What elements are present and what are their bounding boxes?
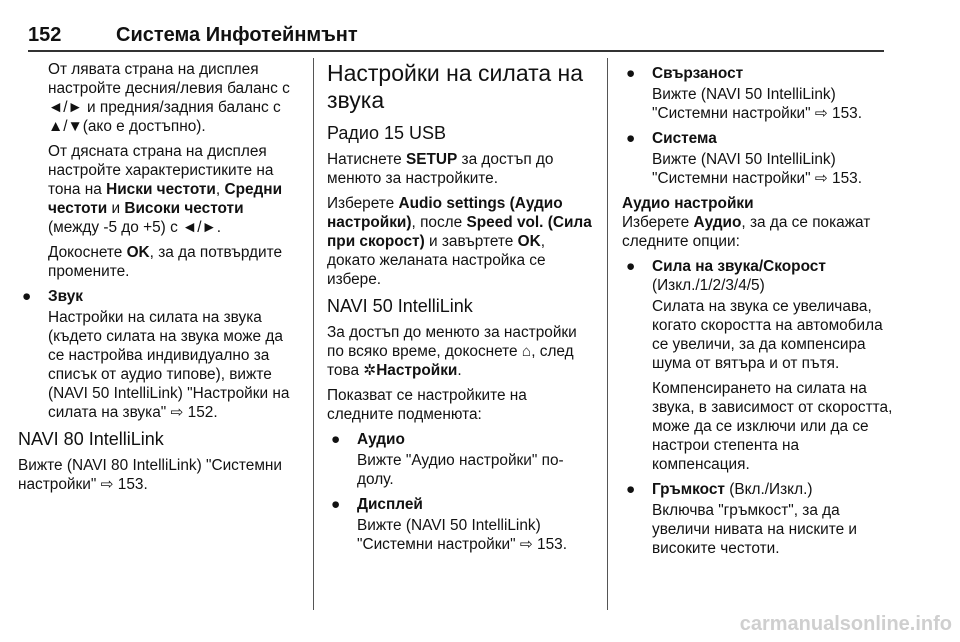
ok-label: OK: [517, 233, 541, 250]
loudness-description: Включва "гръмкост", за да увеличи нивата на ниските и високите честоти.: [652, 502, 858, 557]
text: , за да потвърдите промените.: [48, 244, 283, 280]
text: За достъп до менюто за настройки по всяко време, докоснете: [327, 324, 577, 360]
speed-description-2: Компенсирането на силата на звука, в зависимост от скоростта, може да се изключи или да се настрои степента на компенсация.: [652, 380, 893, 473]
bullet-options: (Вкл./Изкл.): [724, 481, 813, 498]
section-title: Настройки на силата на звука: [327, 60, 584, 113]
setup-label: SETUP: [405, 151, 458, 168]
bullet-label: Свързаност: [652, 65, 744, 82]
ok-label: OK: [126, 244, 150, 261]
navi80-text: Вижте (NAVI 80 IntelliLink) "Системни настройки" ⇨ 153.: [18, 457, 282, 493]
text: и завъртете: [424, 233, 518, 250]
mid-label: Средни честоти: [48, 181, 283, 217]
text: Изберете: [327, 195, 399, 212]
text: Натиснете: [327, 151, 406, 168]
column-divider-1: [313, 58, 314, 610]
audio-settings-heading: Аудио настройки: [622, 195, 754, 212]
audio-settings-label: Audio settings (Аудио настройки): [327, 195, 563, 231]
bullet-options: (Изкл./1/2/3/4/5): [652, 277, 765, 294]
bullet-label: Звук: [48, 288, 83, 305]
header-divider: [28, 50, 884, 52]
bullet-loudness: [622, 480, 897, 499]
bullet-dot: ●: [331, 496, 341, 513]
radio-heading: Радио 15 USB: [327, 123, 447, 143]
bullet-dot: ●: [626, 130, 636, 147]
text: , после: [411, 214, 467, 231]
bullet-label: Система: [652, 130, 717, 147]
bass-label: Ниски честоти: [106, 181, 216, 198]
bullet-display: [327, 495, 597, 514]
navi80-heading: NAVI 80 IntelliLink: [18, 429, 164, 449]
bullet-sound: [18, 287, 298, 306]
bullet-audio: [327, 430, 597, 449]
treble-label: Високи честоти: [124, 200, 244, 217]
tone-paragraph: [48, 142, 298, 237]
page-number: 152: [28, 24, 62, 46]
text: От дясната страна на дисплея настройте характеристиките на тона на: [48, 143, 274, 198]
text: Докоснете: [48, 244, 127, 261]
page-header: [28, 24, 884, 52]
text: (между -5 до +5) с ◄/►.: [48, 219, 222, 236]
text: за достъп до менюто за настройките.: [327, 151, 554, 187]
confirm-paragraph: [48, 243, 298, 281]
text: ,: [215, 181, 225, 198]
audio-label: Аудио: [693, 214, 742, 231]
text: Изберете: [622, 214, 694, 231]
text: .: [457, 362, 462, 379]
audio-description: Вижте "Аудио настройки" по-долу.: [357, 452, 564, 488]
bullet-dot: ●: [626, 65, 636, 82]
bullet-connectivity: [622, 64, 897, 83]
column-divider-2: [607, 58, 608, 610]
bullet-label: Сила на звука/Скорост: [652, 258, 826, 275]
text: , след това: [327, 343, 574, 379]
text: и: [107, 200, 125, 217]
bullet-dot: ●: [331, 431, 341, 448]
settings-label: Настройки: [376, 362, 458, 379]
text: , докато желаната настройка се избере.: [327, 233, 546, 288]
gear-icon: ✲: [363, 362, 377, 379]
bullet-label: Дисплей: [357, 496, 423, 513]
navi50-heading: NAVI 50 IntelliLink: [327, 296, 473, 316]
bullet-dot: ●: [626, 481, 636, 498]
speed-vol-label: Speed vol. (Сила при скорост): [327, 214, 592, 250]
bullet-dot: ●: [22, 288, 32, 305]
speed-description-1: Силата на звука се увеличава, когато скоростта на автомобила се увеличи, за да компенсира шума от вятъра и от пътя.: [652, 298, 883, 372]
display-description: Вижте (NAVI 50 IntelliLink) "Системни настройки" ⇨ 153.: [357, 517, 567, 553]
submenus-paragraph: Показват се настройките на следните подменюта:: [327, 387, 527, 423]
column-right: [622, 60, 897, 564]
bullet-system: [622, 129, 897, 148]
bullet-label: Гръмкост: [652, 481, 725, 498]
select-paragraph: [327, 194, 597, 289]
balance-paragraph: От лявата страна на дисплея настройте десния/левия баланс с ◄/► и предния/задния баланс с ▲/▼(ако е достъпно).: [48, 61, 290, 135]
home-icon: ⌂: [521, 343, 532, 360]
audio-select-paragraph: [622, 213, 897, 251]
text: , за да се покажат следните опции:: [622, 214, 871, 250]
bullet-label: Аудио: [357, 431, 405, 448]
connectivity-description: Вижте (NAVI 50 IntelliLink) "Системни настройки" ⇨ 153.: [652, 86, 862, 122]
chapter-title: Система Инфотейнмънт: [116, 24, 358, 46]
sound-description: Настройки на силата на звука (където силата на звука може да се настройва индивидуално за списък от аудио типове), вижте (NAVI 50 IntelliLink) "Настройки на силата на звука" ⇨ 152.: [48, 309, 290, 421]
bullet-speed-volume: [622, 257, 897, 295]
system-description: Вижте (NAVI 50 IntelliLink) "Системни настройки" ⇨ 153.: [652, 151, 862, 187]
column-middle: [327, 60, 597, 560]
bullet-dot: ●: [626, 258, 636, 275]
watermark: carmanualsonline.info: [739, 613, 952, 635]
access-paragraph: [327, 323, 597, 380]
column-left: [18, 60, 298, 500]
setup-paragraph: [327, 150, 597, 188]
